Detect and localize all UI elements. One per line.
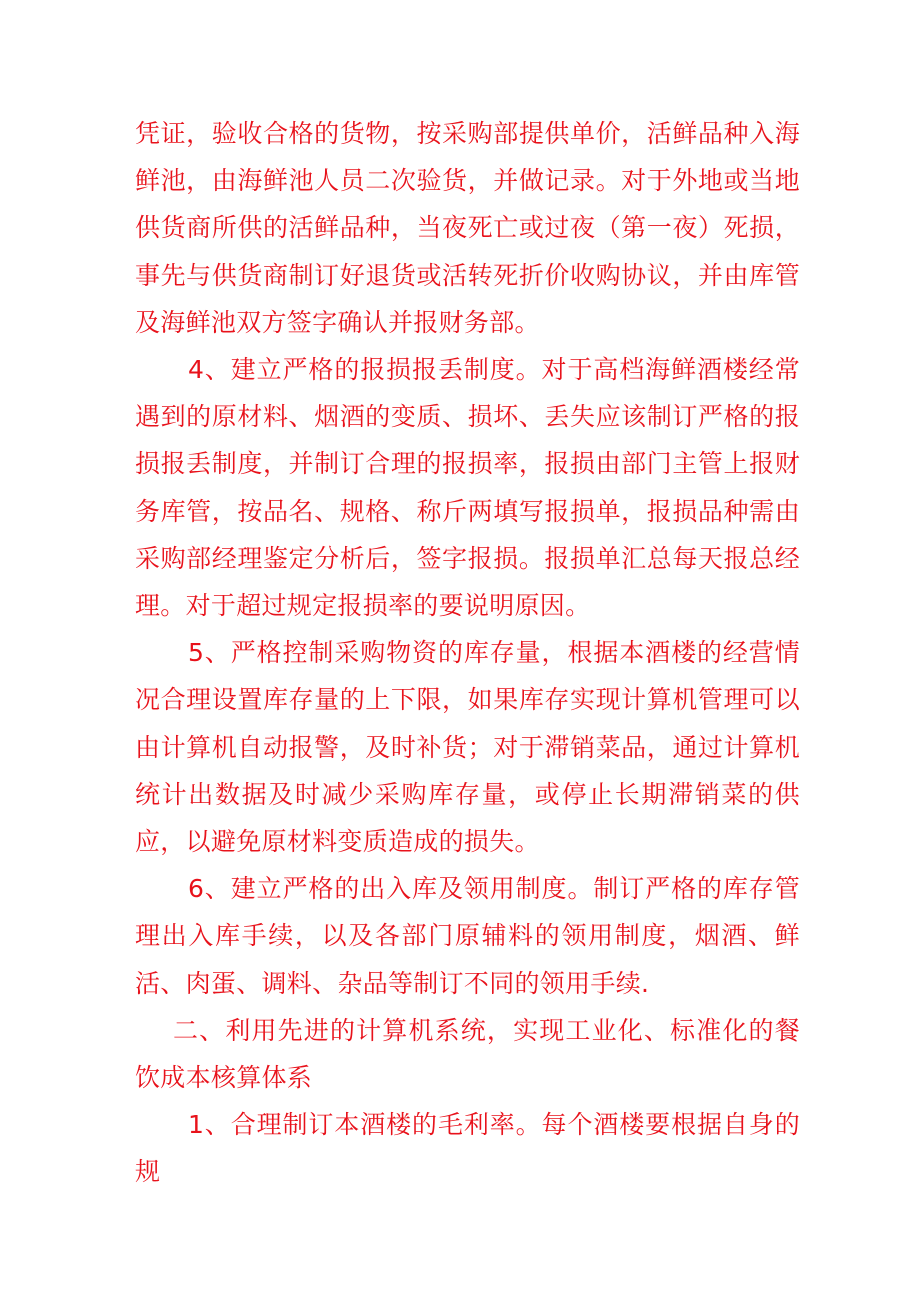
paragraph-item-4: 4、建立严格的报损报丢制度。对于高档海鲜酒楼经常遇到的原材料、烟酒的变质、损坏、丢失应该制订严格的报损报丢制度，并制订合理的报损率，报损由部门主管上报财务库管，按品名、规格、称斤两填写报损单，报损品种需由采购部经理鉴定分析后，签字报损。报损单汇总每天报总经理。对于超过规定报损率的要说明原因。 — [135, 355, 800, 621]
paragraph-item-5: 5、严格控制采购物资的库存量，根据本酒楼的经营情况合理设置库存量的上下限，如果库存实现计算机管理可以由计算机自动报警，及时补货；对于滞销菜品，通过计算机统计出数据及时减少采购库存量，或停止长期滞销菜的供应，以避免原材料变质造成的损失。 — [135, 638, 800, 857]
paragraph-item-1: 1、合理制订本酒楼的毛利率。每个酒楼要根据自身的规 — [135, 1110, 800, 1187]
paragraph-continued: 凭证，验收合格的货物，按采购部提供单价，活鲜品种入海鲜池，由海鲜池人员二次验货，并做记录。对于外地或当地供货商所供的活鲜品种，当夜死亡或过夜（第一夜）死损，事先与供货商制订好退货或活转死折价收购协议，并由库管及海鲜池双方签字确认并报财务部。 — [135, 119, 800, 337]
paragraph-item-6: 6、建立严格的出入库及领用制度。制订严格的库存管理出入库手续，以及各部门原辅料的领用制度，烟酒、鲜活、肉蛋、调料、杂品等制订不同的领用手续. — [135, 874, 800, 998]
document-body — [135, 110, 800, 1196]
section-heading-2: 二、利用先进的计算机系统，实现工业化、标准化的餐饮成本核算体系 — [135, 1015, 800, 1093]
